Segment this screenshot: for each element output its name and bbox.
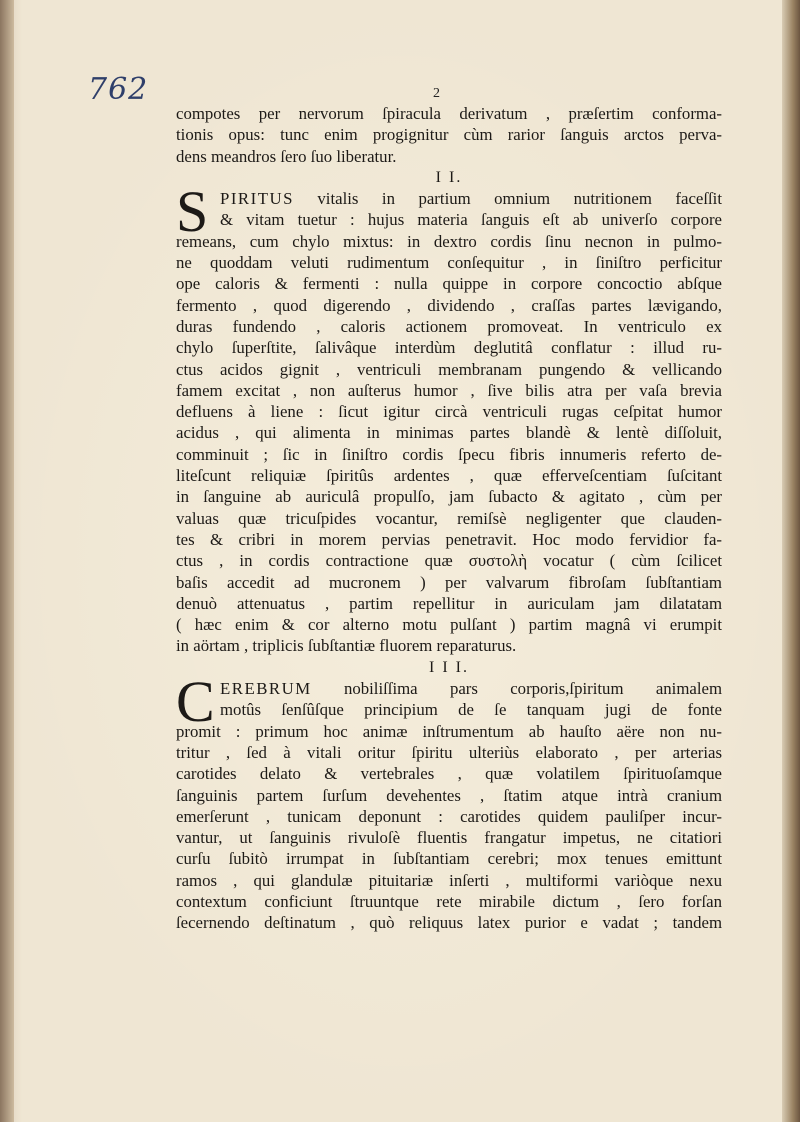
drop-cap: S — [176, 179, 209, 245]
text-line — [176, 678, 722, 699]
text-line: tionis opus: tunc enim progignitur cùm rarior ſanguis arctos perva- — [176, 125, 722, 145]
text-line: remeans, cum chylo mixtus: in dextro cordis ſinu necnon in pulmo- — [176, 231, 722, 251]
text-line: ope caloris & fermenti : nulla quippe in corpore concoctio abſque — [176, 274, 722, 294]
text-line: contextum conficiunt ſtruuntque rete mirabile dictum , ſero forſan — [176, 891, 722, 911]
text-line: famem excitat , non auſterus humor , ſive bilis atra per vaſa brevia — [176, 380, 722, 400]
text-line: ctus , in cordis contractione quæ συστολὴ vocatur ( cùm ſcilicet — [176, 551, 722, 571]
lead-word: PIRITUS — [220, 189, 294, 209]
text-line: & vitam tuetur : hujus materia ſanguis eſt ab univerſo corpore — [220, 210, 722, 230]
text-line: valuas quæ tricuſpides vocantur, remiſsè negligenter que clauden- — [176, 508, 722, 528]
text-line: chylo ſuperſtite, ſalivâque interdùm deglutitâ conflatur : illud ru- — [176, 338, 722, 358]
section-3-paragraph — [176, 669, 722, 934]
text-line — [176, 188, 722, 209]
text-line: denuò attenuatus , partim repellitur in auriculam jam dilatatam — [176, 593, 722, 613]
text-fragment: vitalis in partium omnium nutritionem faceſſit — [317, 189, 722, 209]
section-heading-2: I I. — [435, 168, 463, 186]
text-line: motûs ſenſûſque principium de ſe tanquam jugi de fonte — [220, 700, 722, 720]
body-text — [176, 103, 722, 934]
text-line: curſu ſubitò irrumpat in ſubſtantiam cerebri; mox tenues emittunt — [176, 849, 722, 869]
text-line: defluens à liene : ſicut igitur circà ventriculi rugas ceſpitat humor — [176, 402, 722, 422]
text-line: in ſanguine ab auriculâ propulſo, jam ſubacto & agitato , cùm per — [176, 487, 722, 507]
page-edge — [782, 0, 800, 1122]
text-line: ( hæc enim & cor alterno motu pulſant ) partim magnâ vi erumpit — [176, 615, 722, 635]
text-line: carotides delato & vertebrales , quæ volatilem ſpirituoſamque — [176, 764, 722, 784]
signature-mark: 2 — [433, 86, 440, 101]
drop-cap: C — [176, 669, 215, 735]
text-line: fermento , quod digerendo , dividendo , craſſas partes lævigando, — [176, 295, 722, 315]
text-fragment: nobiliſſima pars corporis,ſpiritum animalem — [343, 679, 722, 699]
text-line: ne quoddam veluti rudimentum conſequitur , in ſiniſtro perficitur — [176, 253, 722, 273]
folio-number: 762 — [88, 72, 149, 107]
text-line: dens meandros ſero ſuo liberatur. — [176, 146, 397, 166]
text-line: ctus acidos gignit , ventriculi membranam pungendo & vellicando — [176, 359, 722, 379]
text-line: tritur , ſed à vitali oritur ſpiritu ulteriùs elaborato , per arterias — [176, 742, 722, 762]
text-line: comminuit ; ſic in ſiniſtro cordis ſpecu fibris innumeris referto de- — [176, 444, 722, 464]
text-line: compotes per nervorum ſpiracula derivatum , præſertim conforma- — [176, 104, 722, 123]
text-line: liteſcunt reliquiæ ſpiritûs ardentes , quæ effervеſcentiam ſuſcitant — [176, 466, 722, 486]
text-line: ſanguinis partem ſurſum devehentes , ſtatim atque intrà cranium — [176, 785, 722, 805]
section-heading-3: I I I. — [429, 658, 469, 676]
text-line: tes & cribri in morem pervias penetravit. Hoc modo fervidior fa- — [176, 529, 722, 549]
text-line: ramos , qui glandulæ pituitariæ inſerti , multiformi variòque nexu — [176, 870, 722, 890]
section-2-paragraph — [176, 179, 722, 657]
text-line: in aörtam , triplicis ſubſtantiæ fluorem reparaturus. — [176, 636, 517, 656]
binding-gutter — [0, 0, 14, 1122]
text-line: ſecernendo deſtinatum , quò reliquus latex purior e vadat ; tandem — [176, 913, 722, 933]
text-line: emerſerunt , tunicam deponunt : carotides quidem pauliſper incur- — [176, 806, 722, 826]
text-line: acidus , qui alimenta in minimas partes blandè & lentè diſſoluit, — [176, 423, 722, 443]
text-line: baſis accedit ad mucronem ) per valvarum fibroſam ſubſtantiam — [176, 572, 722, 592]
text-line: promit : primum hoc animæ inſtrumentum ab hauſto aëre non nu- — [176, 721, 722, 741]
lead-word: EREBRUM — [220, 679, 312, 699]
text-line: vantur, ut ſanguinis rivuloſè fluentis frangatur impetus, ne citatiori — [176, 828, 722, 848]
text-line: duras fundendo , caloris actionem promoveat. In ventriculo ex — [176, 316, 722, 336]
